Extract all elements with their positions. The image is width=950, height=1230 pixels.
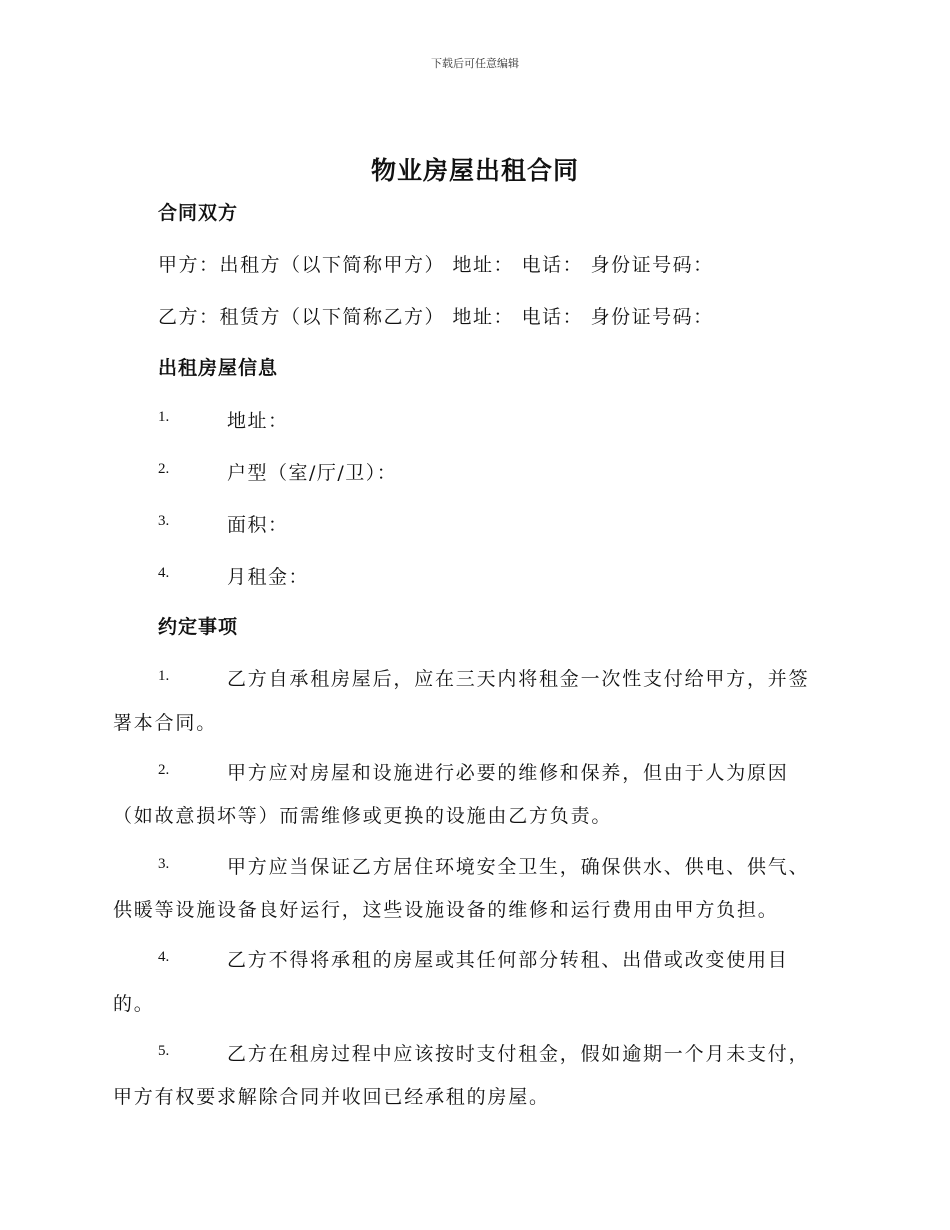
property-item-number: 3. — [158, 513, 170, 529]
term-item-line-1: 乙方自承租房屋后，应在三天内将租金一次性支付给甲方，并签 — [227, 668, 810, 690]
term-item-line-1: 乙方在租房过程中应该按时支付租金，假如逾期一个月未支付， — [227, 1043, 810, 1065]
property-item-text: 地址： — [227, 410, 289, 432]
term-item-line-2: （如故意损坏等）而需维修或更换的设施由乙方负责。 — [113, 805, 613, 827]
property-item-text: 面积： — [227, 514, 289, 536]
section-heading-parties: 合同双方 — [158, 202, 239, 224]
property-item-text: 户型（室/厅/卫）： — [227, 462, 398, 484]
document-title: 物业房屋出租合同 — [370, 156, 579, 185]
header-note: 下载后可任意编辑 — [431, 57, 519, 70]
term-item-line-2: 署本合同。 — [113, 712, 218, 734]
section-heading-property: 出租房屋信息 — [158, 357, 279, 379]
section-heading-terms: 约定事项 — [158, 616, 239, 638]
term-item-number: 4. — [158, 949, 170, 965]
term-item-number: 5. — [158, 1043, 170, 1059]
term-item-line-2: 甲方有权要求解除合同并收回已经承租的房屋。 — [113, 1086, 550, 1108]
term-item-number: 2. — [158, 762, 170, 778]
term-item-number: 1. — [158, 668, 170, 684]
property-item-number: 2. — [158, 461, 170, 477]
term-item-line-2: 供暖等设施设备良好运行，这些设施设备的维修和运行费用由甲方负担。 — [113, 899, 779, 921]
property-item-number: 1. — [158, 409, 170, 425]
term-item-line-2: 的。 — [113, 993, 155, 1015]
term-item-number: 3. — [158, 856, 170, 872]
term-item-line-1: 甲方应当保证乙方居住环境安全卫生，确保供水、供电、供气、 — [227, 856, 810, 878]
term-item-line-1: 乙方不得将承租的房屋或其任何部分转租、出借或改变使用目 — [227, 949, 789, 971]
party-b-line: 乙方：租赁方（以下简称乙方） 地址： 电话： 身份证号码： — [158, 306, 714, 328]
property-item-number: 4. — [158, 565, 170, 581]
term-item-line-1: 甲方应对房屋和设施进行必要的维修和保养，但由于人为原因 — [227, 762, 789, 784]
property-item-text: 月租金： — [227, 566, 310, 588]
party-a-line: 甲方：出租方（以下简称甲方） 地址： 电话： 身份证号码： — [158, 254, 714, 276]
